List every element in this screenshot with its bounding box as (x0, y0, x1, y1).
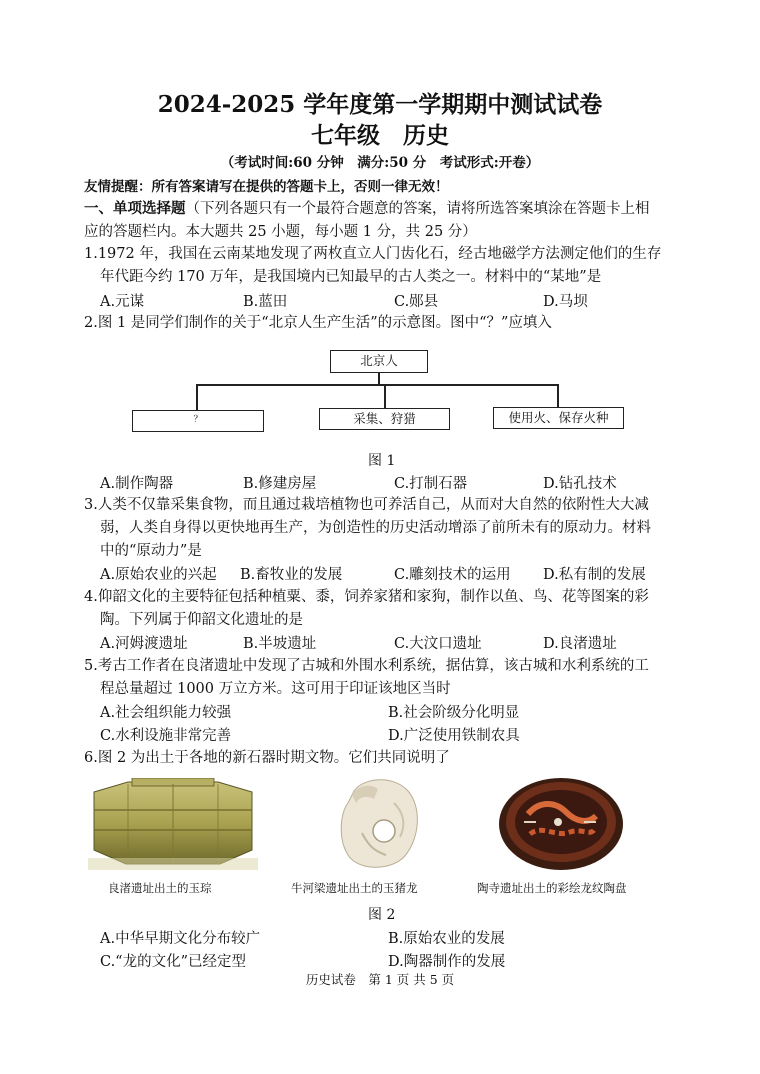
diagram-gathering-box: 采集、狩猎 (319, 408, 450, 430)
diagram-connector (557, 384, 559, 407)
reminder-text: 友情提醒：所有答案请写在提供的答题卡上，否则一律无效！ (84, 179, 449, 195)
question-1-line1: 1.1972 年，我国在云南某地发现了两枚直立人门齿化石，经古地磁学方法测定他们的生存 (84, 246, 662, 262)
section-heading-line1 (84, 198, 650, 220)
jade-cong-icon (88, 778, 258, 870)
figure-2-caption: 图 2 (368, 907, 396, 923)
question-4-option-a: A.河姆渡遗址 (100, 636, 188, 652)
diagram-connector (384, 384, 386, 408)
section-desc-line2: 应的答题栏内。本大题共 25 小题，每小题 1 分，共 25 分） (84, 224, 477, 240)
question-2-option-b: B.修建房屋 (243, 476, 317, 492)
exam-title: 2024-2025 学年度第一学期期中测试试卷 (157, 91, 603, 118)
figure-1-caption: 图 1 (368, 453, 396, 469)
diagram-unknown-box: ？ (132, 410, 264, 432)
question-5-option-c: C.水利设施非常完善 (100, 728, 232, 744)
question-3-line3: 中的“原动力”是 (100, 543, 202, 559)
question-2-line1: 2.图 1 是同学们制作的关于“北京人生产生活”的示意图。图中“？”应填入 (84, 315, 552, 331)
question-1-option-c: C.郧县 (394, 294, 439, 310)
exam-subtitle: 七年级 历史 (311, 122, 449, 149)
exam-info: （考试时间:60 分钟 满分:50 分 考试形式:开卷） (220, 155, 540, 171)
question-6-option-c: C.“龙的文化”已经定型 (100, 954, 247, 970)
figure-2-label-1: 良渚遗址出土的玉琮 (108, 881, 212, 895)
diagram-connector (196, 384, 198, 410)
question-4-option-d: D.良渚遗址 (543, 636, 617, 652)
question-2-option-d: D.钻孔技术 (543, 476, 617, 492)
question-6-line1: 6.图 2 为出土于各地的新石器时期文物。它们共同说明了 (84, 750, 450, 766)
question-3-line2: 弱，人类自身得以更快地再生产，为创造性的历史活动增添了前所未有的原动力。材料 (100, 520, 651, 536)
question-4-line1: 4.仰韶文化的主要特征包括种植粟、黍，饲养家猪和家狗，制作以鱼、鸟、花等图案的彩 (84, 589, 649, 605)
question-6-option-d: D.陶器制作的发展 (388, 954, 506, 970)
question-6-option-a: A.中华早期文化分布较广 (100, 931, 261, 947)
question-3-option-c: C.雕刻技术的运用 (394, 567, 511, 583)
question-4-option-c: C.大汶口遗址 (394, 636, 482, 652)
section-title: 一、单项选择题 (84, 200, 186, 217)
question-3-line1: 3.人类不仅靠采集食物，而且通过栽培植物也可养活自己，从而对大自然的依附性大大减 (84, 497, 649, 513)
painted-pottery-plate-icon (496, 772, 626, 872)
diagram-connector (196, 384, 558, 386)
question-5-option-b: B.社会阶级分化明显 (388, 705, 520, 721)
question-1-option-d: D.马坝 (543, 294, 588, 310)
diagram-fire-box: 使用火、保存火种 (493, 407, 624, 429)
question-3-option-b: B.畜牧业的发展 (240, 567, 343, 583)
question-1-option-b: B.蓝田 (243, 294, 288, 310)
question-3-option-a: A.原始农业的兴起 (100, 567, 217, 583)
question-1-line2: 年代距今约 170 万年，是我国境内已知最早的古人类之一。材料中的“某地”是 (100, 269, 602, 285)
question-3-option-d: D.私有制的发展 (543, 567, 646, 583)
diagram-root-box: 北京人 (330, 350, 428, 373)
jade-pig-dragon-icon (334, 773, 424, 873)
question-5-option-d: D.广泛使用铁制农具 (388, 728, 520, 744)
question-5-line1: 5.考古工作者在良渚遗址中发现了古城和外围水利系统，据估算，该古城和水利系统的工 (84, 658, 649, 674)
question-2-option-c: C.打制石器 (394, 476, 468, 492)
question-5-option-a: A.社会组织能力较强 (100, 705, 232, 721)
figure-2-label-2: 牛河梁遗址出土的玉猪龙 (291, 881, 418, 895)
question-5-line2: 程总量超过 1000 万立方米。这可用于印证该地区当时 (100, 681, 451, 697)
page-footer: 历史试卷 第 1 页 共 5 页 (305, 972, 455, 987)
section-desc-line1: （下列各题只有一个最符合题意的答案，请将所选答案填涂在答题卡上相 (185, 201, 650, 217)
question-6-option-b: B.原始农业的发展 (388, 931, 505, 947)
question-1-option-a: A.元谋 (100, 294, 145, 310)
question-4-line2: 陶。下列属于仰韶文化遗址的是 (100, 612, 303, 628)
question-4-option-b: B.半坡遗址 (243, 636, 317, 652)
question-2-option-a: A.制作陶器 (100, 476, 174, 492)
figure-2-label-3: 陶寺遗址出土的彩绘龙纹陶盘 (477, 881, 627, 895)
